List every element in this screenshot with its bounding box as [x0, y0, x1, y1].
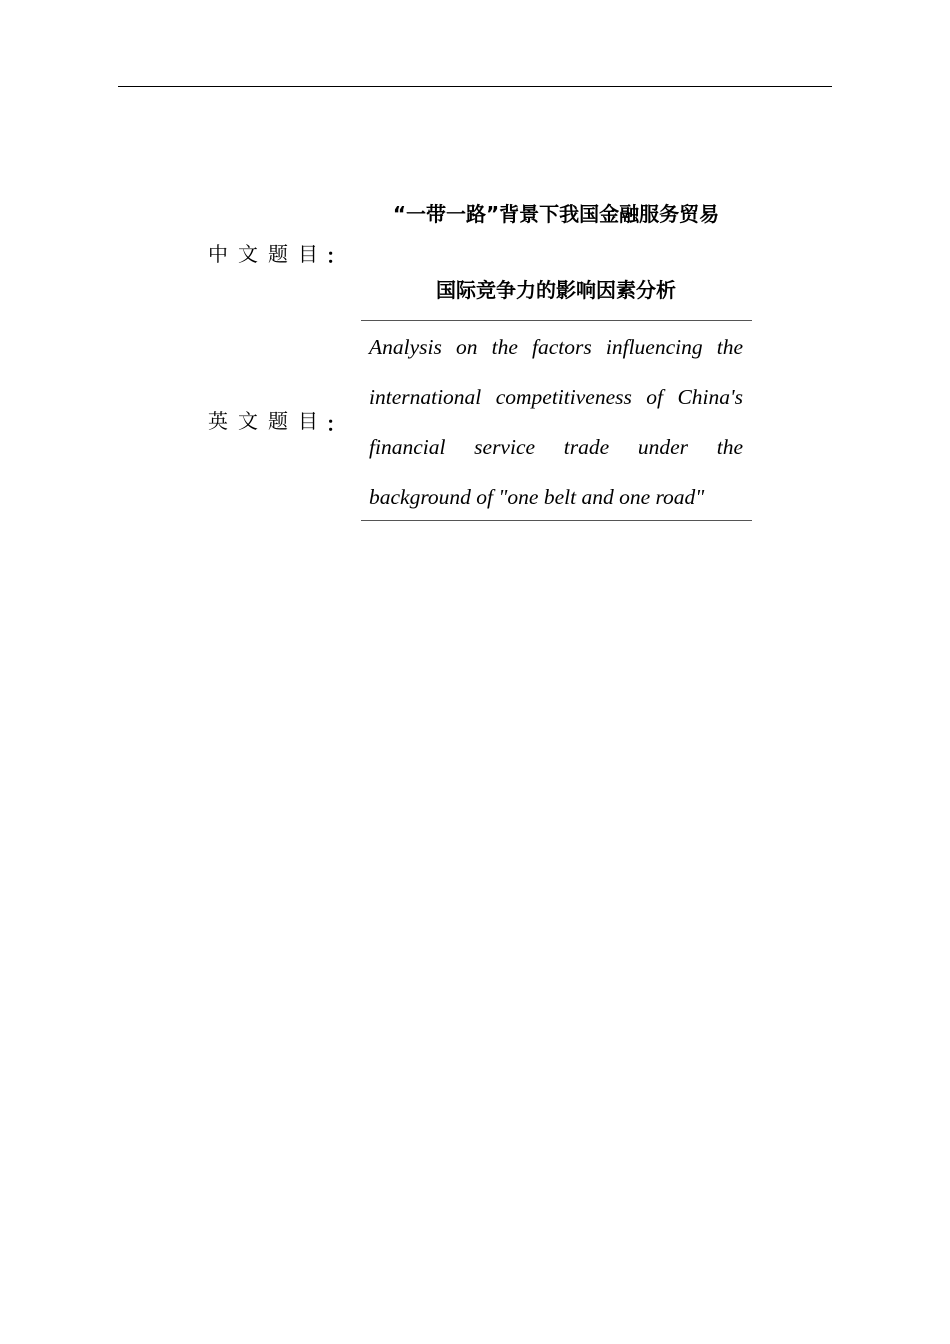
en-title-line-1: Analysis on the factors influencing the	[369, 335, 743, 359]
en-title-label: 英文题目	[208, 409, 328, 433]
header-rule	[118, 86, 832, 87]
en-title-colon: ：	[326, 412, 346, 436]
en-title-block	[369, 322, 743, 522]
cn-title-label: 中文题目	[208, 242, 328, 266]
en-title-underline	[361, 520, 752, 521]
en-title-line-3: financial service trade under the	[369, 435, 743, 459]
en-title-line-4: background of "one belt and one road"	[369, 485, 705, 509]
cn-title-line-1: “一带一路”背景下我国金融服务贸易	[392, 202, 720, 226]
en-title-line-2: international competitiveness of China's	[369, 385, 743, 409]
cn-title-colon: ：	[326, 244, 346, 268]
cn-title-line-2: 国际竞争力的影响因素分析	[436, 278, 676, 302]
cn-title-underline	[361, 320, 752, 321]
